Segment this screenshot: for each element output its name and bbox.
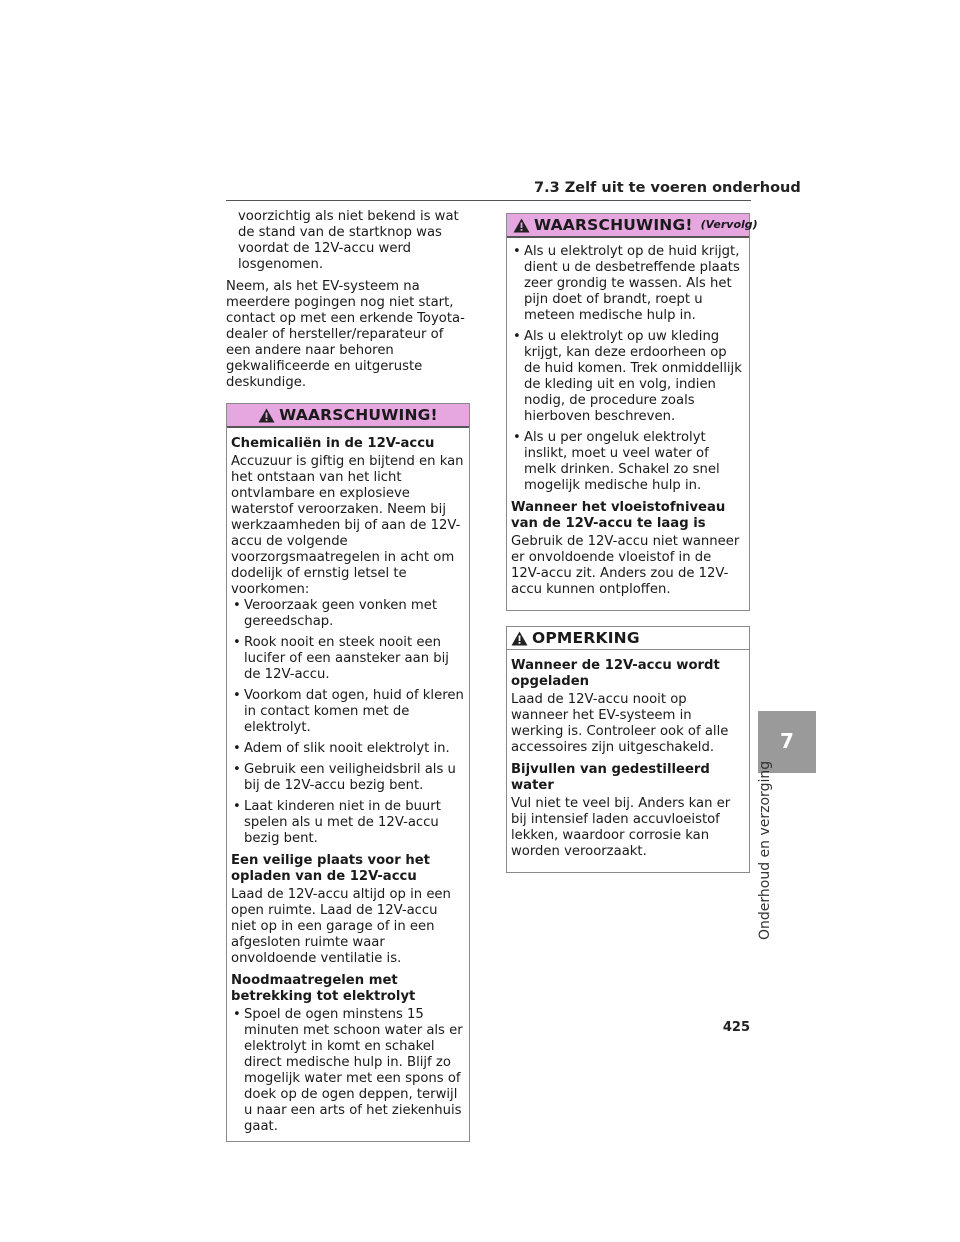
list-item: • Veroorzaak geen vonken met gereedschap. [231,598,465,630]
note-title: OPMERKING [532,629,640,647]
warning-continued-bullets [511,244,745,494]
header-divider [226,200,751,201]
note-header [507,627,749,650]
warning-continued-body [507,238,749,610]
warning-title: WAARSCHUWING! [279,406,438,424]
page-number: 425 [722,1020,750,1035]
warning-heading-fluid-level: Wanneer het vloeistofniveau van de 12V-accu te laag is [511,500,726,531]
warning-bullet-list-3 [231,1007,465,1135]
note-paragraph-1: Laad de 12V-accu nooit op wanneer het EV-systeem in werking is. Controleer ook of alle accessoires zijn uitgeschakeld. [511,692,729,755]
list-item: • Adem of slik nooit elektrolyt in. [231,741,465,757]
right-column [506,213,758,873]
warning-header [227,404,469,428]
list-item: • Rook nooit en steek nooit een lucifer of een aansteker aan bij de 12V-accu. [231,635,465,683]
chapter-number: 7 [780,729,794,753]
warning-continued-title: WAARSCHUWING! [534,216,693,234]
warning-fluid-paragraph: Gebruik de 12V-accu niet wanneer er onvoldoende vloeistof in de 12V-accu zit. Anders zou de 12V-accu kunnen ontploffen. [511,534,740,597]
list-item: • Als u per ongeluk elektrolyt inslikt, moet u veel water of melk drinken. Schakel zo snel mogelijk medische hulp in. [511,430,745,494]
note-heading-charging: Wanneer de 12V-accu wordt opgeladen [511,658,720,689]
note-box [506,626,750,873]
list-item: • Als u elektrolyt op de huid krijgt, dient u de desbetreffende plaats zeer grondig te wassen. Als het pijn doet of brandt, roept u meteen medische hulp in. [511,244,745,324]
warning-box [226,403,470,1142]
list-item: • Als u elektrolyt op uw kleding krijgt, kan deze erdoorheen op de huid komen. Trek onmiddellijk de kleding uit en volg, indien nodig, de procedure zoals hierboven beschreven. [511,329,745,425]
warning-heading-chemicals: Chemicaliën in de 12V-accu [231,436,435,451]
intro-paragraph: Neem, als het EV-systeem na meerdere pogingen nog niet start, contact op met een erkende Toyota-dealer of hersteller/reparateur of een andere naar behoren gekwalificeerde en uitgeruste deskundige. [226,279,465,390]
warning-continued-box [506,213,758,611]
warning-heading-safe-place: Een veilige plaats voor het opladen van de 12V-accu [231,853,430,884]
note-heading-distilled-water: Bijvullen van gedestilleerd water [511,762,710,793]
warning-triangle-icon [258,408,275,423]
warning-heading-emergency: Noodmaatregelen met betrekking tot elektrolyt [231,973,416,1004]
intro-continued-text: voorzichtig als niet bekend is wat de stand van de startknop was voordat de 12V-accu werd losgenomen. [238,209,459,272]
list-item: • Voorkom dat ogen, huid of kleren in contact komen met de elektrolyt. [231,688,465,736]
caution-icon [511,631,528,646]
section-header: 7.3 Zelf uit te voeren onderhoud [534,180,801,196]
continued-label: (Vervolg) [700,218,758,231]
note-body [507,650,749,872]
warning-triangle-icon [513,218,530,233]
list-item: • Gebruik een veiligheidsbril als u bij de 12V-accu bezig bent. [231,762,465,794]
list-item: • Spoel de ogen minstens 15 minuten met schoon water als er elektrolyt in komt en schakel direct medische hulp in. Blijf zo mogelijk water met een spons of doek op de ogen deppen, terwijl u naar een arts of het ziekenhuis gaat. [231,1007,465,1135]
note-paragraph-2: Vul niet te veel bij. Anders kan er bij intensief laden accuvloeistof lekken, waardoor corrosie kan worden veroorzaakt. [511,796,731,859]
warning-bullet-list-1 [231,598,465,847]
warning-paragraph-1: Accuzuur is giftig en bijtend en kan het ontstaan van het licht ontvlambare en explosieve waterstof veroorzaken. Neem bij werkzaamheden bij of aan de 12V-accu de volgende voorzorgsmaatregelen in acht om dodelijk of ernstig letsel te voorkomen: [231,454,464,597]
left-column [226,209,470,1142]
warning-paragraph-2: Laad de 12V-accu altijd op in een open ruimte. Laad de 12V-accu niet op in een garage of in een afgesloten ruimte waar onvoldoende ventilatie is. [231,887,451,966]
list-item: • Laat kinderen niet in de buurt spelen als u met de 12V-accu bezig bent. [231,799,465,847]
chapter-label: Onderhoud en verzorging [757,760,773,940]
warning-body [227,428,469,1141]
warning-continued-header [507,214,758,238]
